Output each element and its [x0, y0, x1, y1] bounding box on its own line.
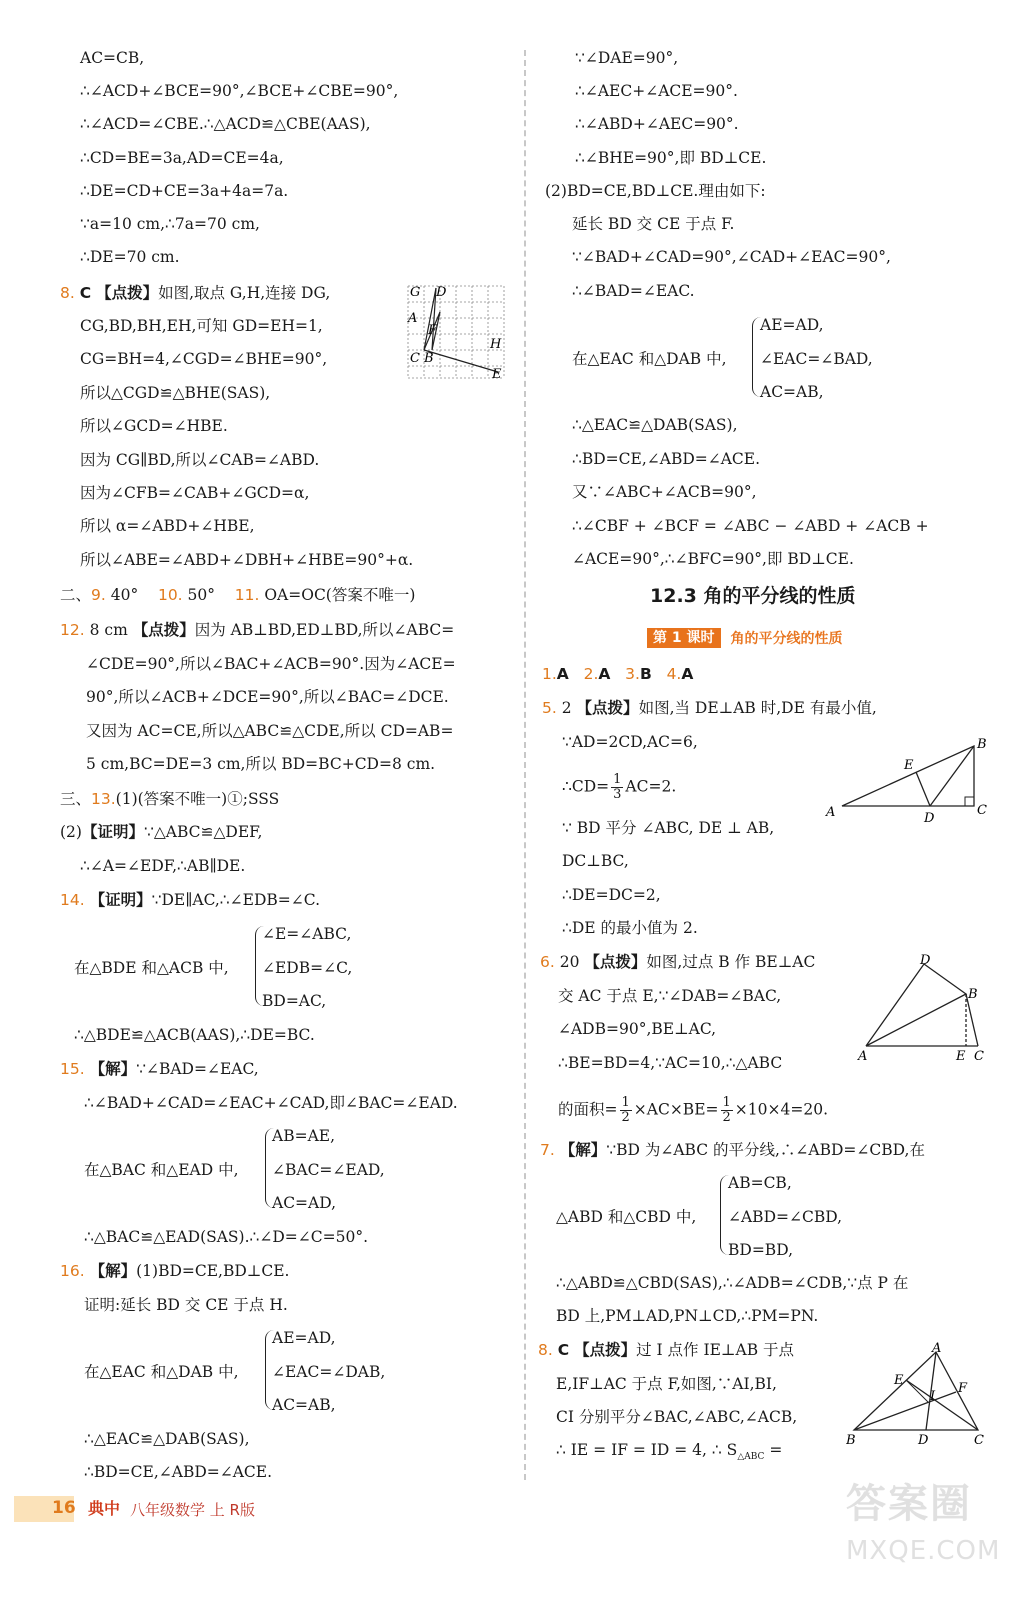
text-line: BD 上,PM⊥AD,PN⊥CD,∴PM=PN. — [556, 1307, 819, 1325]
svg-text:C: C — [974, 1433, 984, 1448]
svg-text:A: A — [932, 1341, 942, 1356]
text-part: ×10×4=20. — [734, 1100, 828, 1119]
text-line: 因为 AB⊥BD,ED⊥BD,所以∠ABC= — [194, 621, 455, 639]
text-line: (2)BD=CE,BD⊥CE.理由如下: — [545, 182, 766, 200]
svg-text:B: B — [968, 987, 978, 1002]
text-line — [60, 822, 262, 842]
answer: 2 — [561, 699, 572, 717]
text-line: 延长 BD 交 CE 于点 F. — [572, 215, 735, 233]
answer: 50° — [187, 586, 216, 604]
text-line: ∠ACE=90°,∴∠BFC=90°,即 BD⊥CE. — [572, 550, 854, 568]
svg-text:E: E — [904, 758, 914, 773]
section-label: 三、 — [60, 790, 92, 808]
text-line: ∵∠DAE=90°, — [575, 49, 679, 67]
triangle-figure-q5 — [822, 734, 997, 826]
question-14 — [60, 890, 320, 910]
text-part: ×AC×BE= — [633, 1100, 719, 1119]
answer: B — [639, 665, 652, 683]
watermark-url: MXQE.COM — [846, 1536, 1001, 1566]
svg-text:A: A — [408, 311, 418, 326]
solution-tag: 【解】 — [559, 1141, 607, 1159]
text-line: ∠EAC=∠DAB, — [272, 1363, 386, 1381]
text-line: AC=AB, — [272, 1396, 336, 1414]
text-part: = — [764, 1441, 783, 1459]
subscript: △ABC — [737, 1452, 765, 1463]
text-line — [562, 773, 676, 802]
question-12 — [60, 620, 454, 640]
hint-tag: 【点拨】 — [576, 699, 639, 717]
svg-text:D: D — [918, 1433, 929, 1448]
text-line: ∴DE=70 cm. — [80, 248, 180, 266]
text-line: ∴∠ACD+∠BCE=90°,∠BCE+∠CBE=90°, — [80, 82, 399, 100]
text-line: ∴△ABD≌△CBD(SAS),∴∠ADB=∠CDB,∵点 P 在 — [556, 1274, 909, 1292]
text-line: ∴△BAC≌△EAD(SAS).∴∠D=∠C=50°. — [84, 1228, 369, 1246]
denominator: 3 — [613, 787, 622, 802]
column-divider — [524, 50, 526, 1480]
question-number: 15. — [60, 1060, 85, 1078]
text-line: ∴DE=DC=2, — [562, 886, 661, 904]
svg-text:B: B — [846, 1433, 856, 1448]
text-line: ∴∠BAD+∠CAD=∠EAC+∠CAD,即∠BAC=∠EAD. — [84, 1094, 458, 1112]
text-line: ∴∠CBF + ∠BCF = ∠ABC − ∠ABD + ∠ACB + — [572, 517, 929, 535]
text-line: 又∵∠ABC+∠ACB=90°, — [572, 483, 757, 501]
brand-logo: 典中 — [88, 1499, 121, 1518]
text-line: 过 I 点作 IE⊥AB 于点 — [636, 1341, 795, 1359]
fraction — [620, 1096, 632, 1125]
text-line: AB=CB, — [728, 1174, 792, 1192]
book-title: 八年级数学 上 R版 — [130, 1501, 255, 1519]
answer: 8 cm — [89, 621, 128, 639]
text-line: ∴BD=CE,∠ABD=∠ACE. — [84, 1463, 273, 1481]
text-line: 所以△CGD≌△BHE(SAS), — [80, 384, 271, 402]
svg-text:C: C — [410, 351, 420, 366]
svg-text:E: E — [492, 367, 502, 382]
svg-text:C: C — [977, 803, 987, 818]
svg-text:D: D — [924, 811, 935, 826]
proof-tag: 【证明】 — [81, 823, 144, 841]
question-8-right — [538, 1340, 794, 1360]
lesson-title: 角的平分线的性质 — [730, 631, 843, 647]
question-number: 11. — [234, 586, 260, 604]
text-line: ∴BD=CE,∠ABD=∠ACE. — [572, 450, 761, 468]
question-number: 14. — [60, 891, 85, 909]
text-line: 又因为 AC=CE,所以△ABC≌△CDE,所以 CD=AB= — [86, 722, 454, 740]
text-line: ∵a=10 cm,∴7a=70 cm, — [80, 215, 260, 233]
text-line: 证明:延长 BD 交 CE 于点 H. — [84, 1296, 288, 1314]
text-line: CG=BH=4,∠CGD=∠BHE=90°, — [80, 350, 328, 368]
text-line: 交 AC 于点 E,∵∠DAB=∠BAC, — [558, 987, 782, 1005]
question-number: 1. — [542, 665, 557, 683]
svg-text:A: A — [826, 805, 836, 820]
text-line: CG,BD,BH,EH,可知 GD=EH=1, — [80, 317, 323, 335]
grid-figure — [404, 282, 508, 382]
text-part: ∵△ABC≌△DEF, — [143, 823, 263, 841]
answer: 20 — [559, 953, 580, 971]
text-line: BD=BD, — [728, 1241, 793, 1259]
text-line: ∴CD=BE=3a,AD=CE=4a, — [80, 149, 284, 167]
numerator: 1 — [621, 1095, 630, 1110]
text-line: ∴∠BAD=∠EAC. — [572, 282, 695, 300]
text-line: ∠ADB=90°,BE⊥AC, — [558, 1020, 717, 1038]
text-line: AE=AD, — [272, 1329, 336, 1347]
text-line: ∴△EAC≌△DAB(SAS), — [572, 416, 738, 434]
page-number: 16 — [52, 1498, 76, 1518]
question-16 — [60, 1261, 289, 1281]
text-part: ∴ IE = IF = ID = 4, ∴ S — [556, 1441, 738, 1459]
question-5 — [542, 698, 877, 718]
question-8 — [60, 283, 330, 303]
text-line: ∴∠BHE=90°,即 BD⊥CE. — [575, 149, 767, 167]
section-2-line — [60, 585, 415, 605]
svg-text:D: D — [436, 285, 447, 300]
answer: C — [79, 284, 92, 302]
text-part: AC=2. — [625, 777, 677, 796]
answer: OA=OC(答案不唯一) — [264, 586, 416, 604]
text-part: (2) — [60, 823, 82, 841]
text-line: ∠ABD=∠CBD, — [728, 1208, 843, 1226]
text-line: (1)(答案不唯一)①;SSS — [115, 790, 280, 808]
question-7 — [540, 1140, 925, 1160]
text-line: 在△EAC 和△DAB 中, — [572, 350, 727, 368]
text-line: ∴△BDE≌△ACB(AAS),∴DE=BC. — [74, 1026, 315, 1044]
text-line: AC=AD, — [272, 1194, 337, 1212]
text-part: 的面积= — [558, 1100, 618, 1119]
text-line: AB=AE, — [272, 1127, 336, 1145]
text-line: ∴BE=BD=4,∵AC=10,∴△ABC — [558, 1054, 783, 1072]
question-number: 8. — [538, 1341, 553, 1359]
question-number: 10. — [157, 586, 183, 604]
triangle-figure-q6 — [854, 952, 994, 1064]
text-line: AE=AD, — [760, 316, 824, 334]
fraction — [611, 773, 623, 802]
solution-tag: 【解】 — [89, 1060, 137, 1078]
text-line: ∵BD 为∠ABC 的平分线,∴∠ABD=∠CBD,在 — [606, 1141, 925, 1159]
question-13 — [60, 789, 279, 809]
svg-text:E: E — [894, 1373, 904, 1388]
svg-text:H: H — [490, 337, 502, 352]
text-line: ∵ BD 平分 ∠ABC, DE ⊥ AB, — [562, 819, 775, 837]
lesson-header — [647, 628, 843, 648]
text-line: ∠EDB=∠C, — [262, 959, 353, 977]
question-number: 13. — [91, 790, 116, 808]
text-line: 5 cm,BC=DE=3 cm,所以 BD=BC+CD=8 cm. — [86, 755, 436, 773]
text-line: 因为∠CFB=∠CAB+∠GCD=α, — [80, 484, 310, 502]
section-title: 12.3 角的平分线的性质 — [650, 585, 856, 607]
svg-text:E: E — [956, 1049, 966, 1064]
text-line: ∴∠ACD=∠CBE.∴△ACD≌△CBE(AAS), — [80, 115, 371, 133]
text-line: (1)BD=CE,BD⊥CE. — [136, 1262, 290, 1280]
text-line — [558, 1096, 828, 1125]
text-line: 在△EAC 和△DAB 中, — [84, 1363, 239, 1381]
question-number: 3. — [625, 665, 640, 683]
question-number: 4. — [666, 665, 682, 683]
numerator: 1 — [613, 772, 622, 787]
text-line: 如图,过点 B 作 BE⊥AC — [646, 953, 816, 971]
text-line: ∠EAC=∠BAD, — [760, 350, 873, 368]
text-line: E,IF⊥AC 于点 F,如图,∵AI,BI, — [556, 1375, 777, 1393]
mc-answers — [542, 664, 693, 684]
answer: A — [598, 665, 611, 683]
numerator: 1 — [722, 1095, 731, 1110]
text-line: ∵∠BAD=∠EAC, — [136, 1060, 259, 1078]
denominator: 2 — [722, 1110, 731, 1125]
question-number: 6. — [540, 953, 555, 971]
svg-text:C: C — [974, 1049, 984, 1064]
lesson-badge: 第 1 课时 — [647, 628, 721, 648]
svg-text:B: B — [977, 737, 987, 752]
text-line: AC=CB, — [80, 49, 145, 67]
text-line: DC⊥BC, — [562, 852, 629, 870]
text-line: ∴∠AEC+∠ACE=90°. — [575, 82, 738, 100]
question-6 — [540, 952, 815, 972]
question-number: 8. — [60, 284, 75, 302]
text-line: ∵AD=2CD,AC=6, — [562, 733, 698, 751]
text-line: AC=AB, — [760, 383, 824, 401]
hint-tag: 【点拨】 — [132, 621, 195, 639]
text-line: 所以∠GCD=∠HBE. — [80, 417, 228, 435]
section-label: 二、 — [60, 586, 92, 604]
answer: A — [556, 665, 569, 683]
svg-text:A: A — [858, 1049, 868, 1064]
solution-tag: 【解】 — [89, 1262, 137, 1280]
answer: A — [681, 665, 694, 683]
answer: C — [557, 1341, 570, 1359]
text-line: ∠BAC=∠EAD, — [272, 1161, 385, 1179]
text-line: BD=AC, — [262, 992, 327, 1010]
hint-tag: 【点拨】 — [96, 284, 159, 302]
text-line — [556, 1440, 782, 1467]
question-number: 2. — [583, 665, 599, 683]
fraction — [721, 1096, 733, 1125]
hint-tag: 【点拨】 — [574, 1341, 637, 1359]
text-line: △ABD 和△CBD 中, — [556, 1208, 697, 1226]
text-line: ∠CDE=90°,所以∠BAC+∠ACB=90°.因为∠ACE= — [86, 655, 456, 673]
question-15 — [60, 1059, 259, 1079]
text-line: ∴DE 的最小值为 2. — [562, 919, 698, 937]
text-part: ∴CD= — [562, 777, 610, 796]
text-line: 因为 CG∥BD,所以∠CAB=∠ABD. — [80, 451, 320, 469]
question-number: 16. — [60, 1262, 85, 1280]
text-line: 如图,当 DE⊥AB 时,DE 有最小值, — [638, 699, 877, 717]
triangle-figure-q8 — [846, 1340, 996, 1452]
question-number: 5. — [542, 699, 557, 717]
text-line: ∴DE=CD+CE=3a+4a=7a. — [80, 182, 289, 200]
svg-text:I: I — [930, 1389, 936, 1404]
text-line: ∴∠A=∠EDF,∴AB∥DE. — [80, 857, 246, 875]
svg-text:F: F — [958, 1381, 968, 1396]
watermark-logo: 答案圈 — [846, 1481, 972, 1527]
question-number: 7. — [540, 1141, 555, 1159]
svg-text:F: F — [428, 323, 438, 338]
answer: 40° — [110, 586, 139, 604]
text-line: ∵∠BAD+∠CAD=90°,∠CAD+∠EAC=90°, — [572, 248, 891, 266]
text-line: 在△BAC 和△EAD 中, — [84, 1161, 239, 1179]
text-line: ∠E=∠ABC, — [262, 925, 352, 943]
text-line: ∴∠ABD+∠AEC=90°. — [575, 115, 739, 133]
svg-text:B: B — [424, 351, 434, 366]
svg-text:G: G — [410, 285, 421, 300]
svg-text:D: D — [920, 953, 931, 968]
text-line: ∵DE∥AC,∴∠EDB=∠C. — [151, 891, 320, 909]
question-number: 9. — [91, 586, 106, 604]
text-line: 在△BDE 和△ACB 中, — [74, 959, 229, 977]
question-number: 12. — [60, 621, 85, 639]
denominator: 2 — [621, 1110, 630, 1125]
text-line: ∴△EAC≌△DAB(SAS), — [84, 1430, 250, 1448]
text-line: 如图,取点 G,H,连接 DG, — [158, 284, 331, 302]
text-line: 90°,所以∠ACB+∠DCE=90°,所以∠BAC=∠DCE. — [86, 688, 449, 706]
proof-tag: 【证明】 — [89, 891, 152, 909]
hint-tag: 【点拨】 — [584, 953, 647, 971]
text-line: 所以 α=∠ABD+∠HBE, — [80, 517, 255, 535]
text-line: 所以∠ABE=∠ABD+∠DBH+∠HBE=90°+α. — [80, 551, 414, 569]
text-line: CI 分别平分∠BAC,∠ABC,∠ACB, — [556, 1408, 798, 1426]
